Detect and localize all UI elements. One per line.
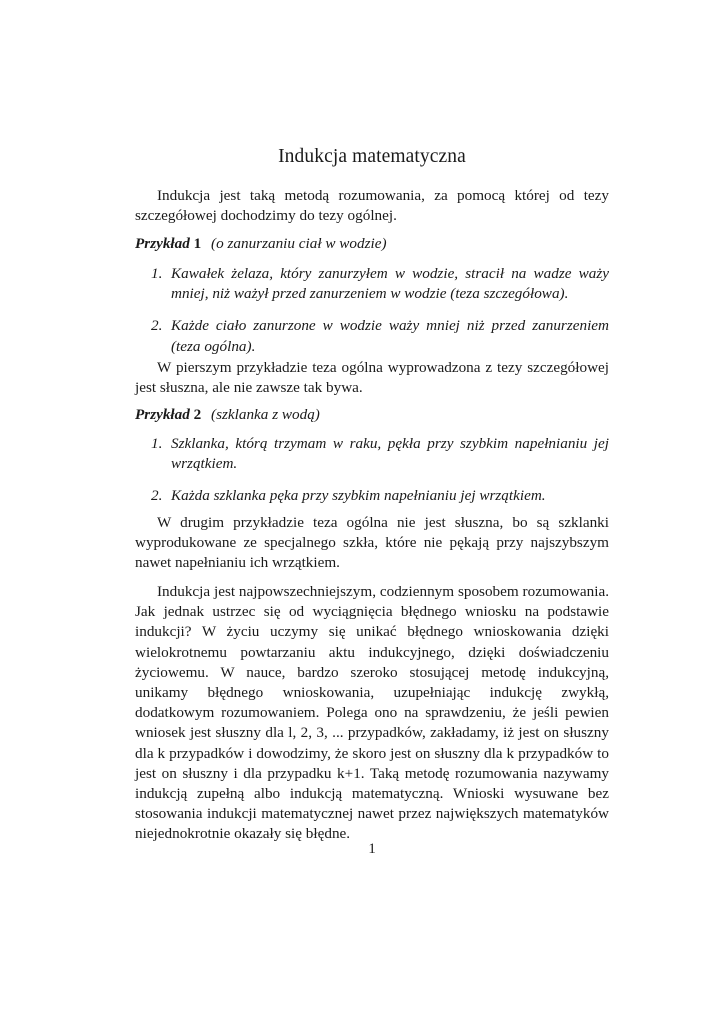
list-item-text: Szklanka, którą trzymam w raku, pękła przy szybkim napełnianiu jej wrzątkiem. <box>171 435 609 473</box>
list-item-marker: 1. <box>151 435 163 452</box>
example-2-list <box>151 434 609 507</box>
example-1-description: (o zanurzaniu ciał w wodzie) <box>211 235 387 252</box>
paragraph-3: Indukcja jest najpowszechniejszym, codziennym sposobem rozumowania. Jak jednak ustrzec się od wyciągnięcia błędnego wniosku na podstawie indukcji? W życiu uczymy się unikać błędnego wnioskowania dzięki wielokrotnemu powtarzaniu aktu indukcyjnego, dzięki doświadczeniu życiowemu. W nauce, bardzo szeroko stosującej metodę indukcyjną, unikamy błędnego wnioskowania, uzupełniając indukcję zwykłą, dodatkowym rozumowaniem. Polega ono na sprawdzeniu, że jeśli pewien wniosek jest słuszny dla l, 2, 3, ... przypadków, zakładamy, iż jest on słuszny dla k przypadków i dowodzimy, że skoro jest on słuszny dla k przypadków to jest on słuszny i dla przypadku k+1. Taką metodę rozumowania nazywamy indukcją zupełną albo indukcją matematyczną. Wnioski wysuwane bez stosowania indukcji matematycznej nawet przez największych matematyków niejednokrotnie okazały się błędne. <box>135 583 609 843</box>
list-item-marker: 2. <box>151 487 163 505</box>
example-2-label: Przykład <box>135 406 190 423</box>
list-item <box>151 316 609 356</box>
example-1-label: Przykład <box>135 235 190 252</box>
list-item <box>151 264 609 304</box>
example-1-number: 1 <box>193 235 202 252</box>
intro-paragraph: Indukcja jest taką metodą rozumowania, za pomocą której od tezy szczegółowej dochodzimy do tezy ogólnej. <box>135 187 609 225</box>
paragraph-1: W pierszym przykładzie teza ogólna wyprowadzona z tezy szczegółowej jest słuszna, ale nie zawsze tak bywa. <box>135 359 609 397</box>
example-2-number: 2 <box>193 406 202 423</box>
document-title: Indukcja matematyczna <box>278 146 466 167</box>
example-2-heading <box>135 405 609 425</box>
example-2-description: (szklanka z wodą) <box>211 406 320 423</box>
page-number: 1 <box>368 840 376 857</box>
list-item-text: Kawałek żelaza, który zanurzyłem w wodzie, stracił na wadze waży mniej, niż ważył przed zanurzeniem w wodzie (teza szczegółowa). <box>171 265 609 303</box>
list-item-marker: 1. <box>151 265 163 282</box>
list-item-text: Każde ciało zanurzone w wodzie waży mniej niż przed zanurzeniem (teza ogólna). <box>171 317 609 355</box>
list-item <box>151 434 609 474</box>
document-page <box>135 0 609 1024</box>
paragraph-2: W drugim przykładzie teza ogólna nie jest słuszna, bo są szklanki wyprodukowane ze specjalnego szkła, które nie pękają przy najszybszym nawet napełnianiu ich wrzątkiem. <box>135 514 609 572</box>
list-item-text: Każda szklanka pęka przy szybkim napełnianiu jej wrzątkiem. <box>171 487 546 505</box>
example-1-heading <box>135 234 609 254</box>
list-item <box>151 486 609 506</box>
example-1-list <box>151 264 609 357</box>
list-item-marker: 2. <box>151 317 163 335</box>
